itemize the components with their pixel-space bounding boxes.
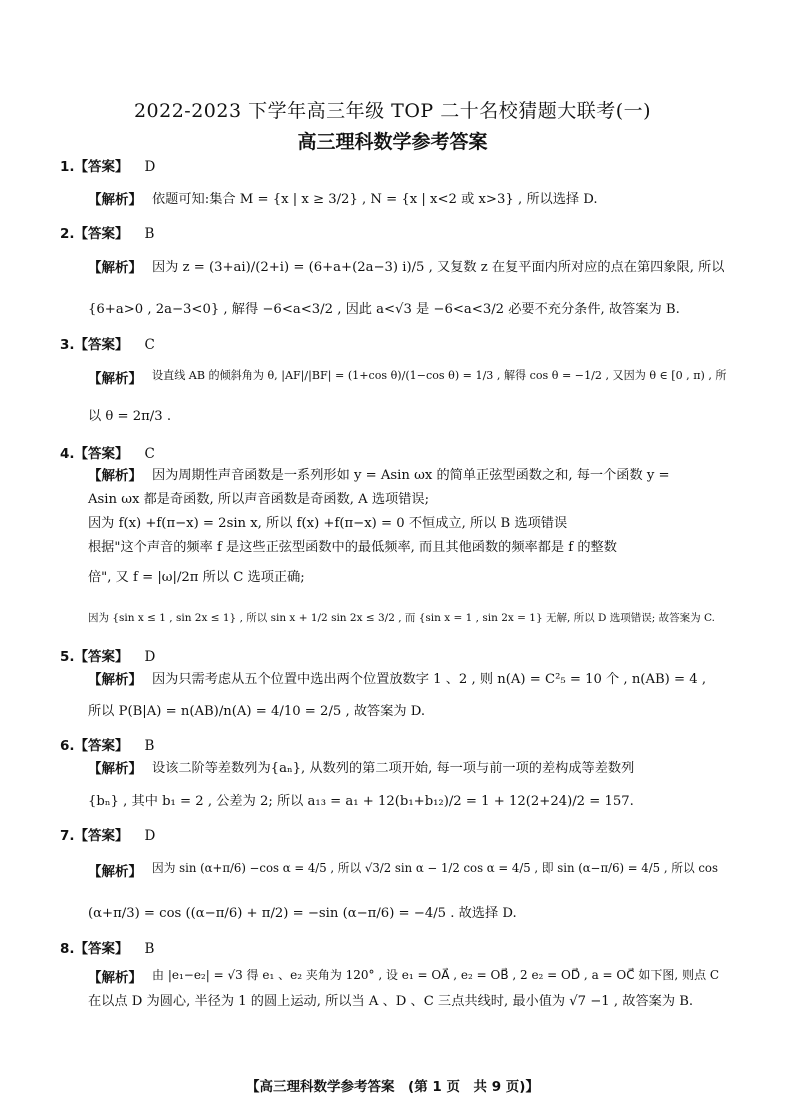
analysis-line: 倍", 又 f = |ω|/2π 所以 C 选项正确; xyxy=(88,570,305,585)
answer-label: 【答案】 xyxy=(74,446,129,462)
question-number: 3. xyxy=(60,337,75,353)
answer-label: 【答案】 xyxy=(74,941,129,957)
analysis-line: 因为 {sin x ≤ 1 , sin 2x ≤ 1} , 所以 sin x + 1/2 sin 2x ≤ 3/2 , 而 {sin x = 1 , sin 2x = 1} 无解, 所以 D 选项错误; 故答案为 C. xyxy=(88,612,715,624)
analysis-line: {bₙ} , 其中 b₁ = 2 , 公差为 2; 所以 a₁₃ = a₁ + 12(b₁+b₁₂)/2 = 1 + 12(2+24)/2 = 157. xyxy=(88,794,634,809)
analysis-label: 【解析】 xyxy=(88,468,142,484)
analysis-line: 因为周期性声音函数是一系列形如 y = Asin ωx 的简单正弦型函数之和, 每一个函数 y = xyxy=(152,468,670,483)
answer-label: 【答案】 xyxy=(74,649,129,665)
answer-value: B xyxy=(144,226,155,242)
answer-value: D xyxy=(144,828,156,844)
analysis-line: 设直线 AB 的倾斜角为 θ, |AF|/|BF| = (1+cos θ)/(1−cos θ) = 1/3 , 解得 cos θ = −1/2 , 又因为 θ ∈ [0 , π) , 所 xyxy=(152,369,727,382)
answer-label: 【答案】 xyxy=(74,828,129,844)
analysis-line: 设该二阶等差数列为{aₙ}, 从数列的第二项开始, 每一项与前一项的差构成等差数列 xyxy=(152,761,635,776)
answer-label: 【答案】 xyxy=(74,738,129,754)
page-subtitle: 高三理科数学参考答案 xyxy=(297,131,488,153)
question-5 xyxy=(60,645,155,665)
analysis-line: 根据"这个声音的频率 f 是这些正弦型函数中的最低频率, 而且其他函数的频率都是 f 的整数 xyxy=(88,540,617,555)
question-number: 2. xyxy=(60,226,75,242)
answer-value: C xyxy=(144,337,155,353)
question-number: 8. xyxy=(60,941,75,957)
analysis-line: Asin ωx 都是奇函数, 所以声音函数是奇函数, A 选项错误; xyxy=(88,492,430,507)
analysis-label: 【解析】 xyxy=(88,970,142,986)
analysis-label: 【解析】 xyxy=(88,192,142,208)
analysis-line: 所以 P(B|A) = n(AB)/n(A) = 4/10 = 2/5 , 故答案为 D. xyxy=(88,704,426,719)
question-6 xyxy=(60,734,154,754)
analysis-line: 由 |e₁−e₂| = √3 得 e₁ 、e₂ 夹角为 120° , 设 e₁ = OA⃗ , e₂ = OB⃗ , 2 e₂ = OD⃗ , a = OC⃗ 如下图, 则点 C xyxy=(152,968,720,982)
question-7 xyxy=(60,824,155,844)
answer-value: B xyxy=(144,941,155,957)
question-1 xyxy=(60,155,155,175)
question-number: 5. xyxy=(60,649,75,665)
question-2 xyxy=(60,222,154,242)
analysis-label: 【解析】 xyxy=(88,761,142,777)
analysis-label: 【解析】 xyxy=(88,864,142,880)
question-number: 4. xyxy=(60,446,75,462)
question-8 xyxy=(60,937,154,957)
analysis-line: 依题可知:集合 M = {x | x ≥ 3/2} , N = {x | x<2 或 x>3} , 所以选择 D. xyxy=(152,192,598,207)
analysis-line: 因为只需考虑从五个位置中选出两个位置放数字 1 、2 , 则 n(A) = C²₅ = 10 个 , n(AB) = 4 , xyxy=(152,672,707,687)
analysis-line: 因为 z = (3+ai)/(2+i) = (6+a+(2a−3) i)/5 , 又复数 z 在复平面内所对应的点在第四象限, 所以 xyxy=(152,260,725,275)
answer-value: C xyxy=(144,446,155,462)
analysis-label: 【解析】 xyxy=(88,672,142,688)
analysis-line: 因为 f(x) +f(π−x) = 2sin x, 所以 f(x) +f(π−x) = 0 不恒成立, 所以 B 选项错误 xyxy=(88,516,568,531)
question-4 xyxy=(60,442,155,462)
analysis-label: 【解析】 xyxy=(88,371,142,387)
analysis-line: (α+π/3) = cos ((α−π/6) + π/2) = −sin (α−π/6) = −4/5 . 故选择 D. xyxy=(88,906,517,921)
answer-label: 【答案】 xyxy=(74,226,129,242)
answer-label: 【答案】 xyxy=(74,159,129,175)
question-3 xyxy=(60,333,155,353)
question-number: 1. xyxy=(60,159,75,175)
answer-value: D xyxy=(144,649,156,665)
question-number: 6. xyxy=(60,738,75,754)
answer-value: B xyxy=(144,738,155,754)
analysis-line: 因为 sin (α+π/6) −cos α = 4/5 , 所以 √3/2 sin α − 1/2 cos α = 4/5 , 即 sin (α−π/6) = 4/5 , 所以 cos xyxy=(152,861,718,875)
answer-label: 【答案】 xyxy=(74,337,129,353)
page-title: 2022-2023 下学年高三年级 TOP 二十名校猜题大联考(一) xyxy=(133,100,652,122)
page-footer: 【高三理科数学参考答案 (第 1 页 共 9 页)】 xyxy=(246,1079,539,1095)
analysis-label: 【解析】 xyxy=(88,260,142,276)
analysis-line: 在以点 D 为圆心, 半径为 1 的圆上运动, 所以当 A 、D 、C 三点共线时, 最小值为 √7 −1 , 故答案为 B. xyxy=(88,994,694,1009)
analysis-line: {6+a>0 , 2a−3<0} , 解得 −6<a<3/2 , 因此 a<√3 是 −6<a<3/2 必要不充分条件, 故答案为 B. xyxy=(88,302,680,317)
answer-value: D xyxy=(144,159,156,175)
question-number: 7. xyxy=(60,828,75,844)
analysis-line: 以 θ = 2π/3 . xyxy=(88,409,172,424)
